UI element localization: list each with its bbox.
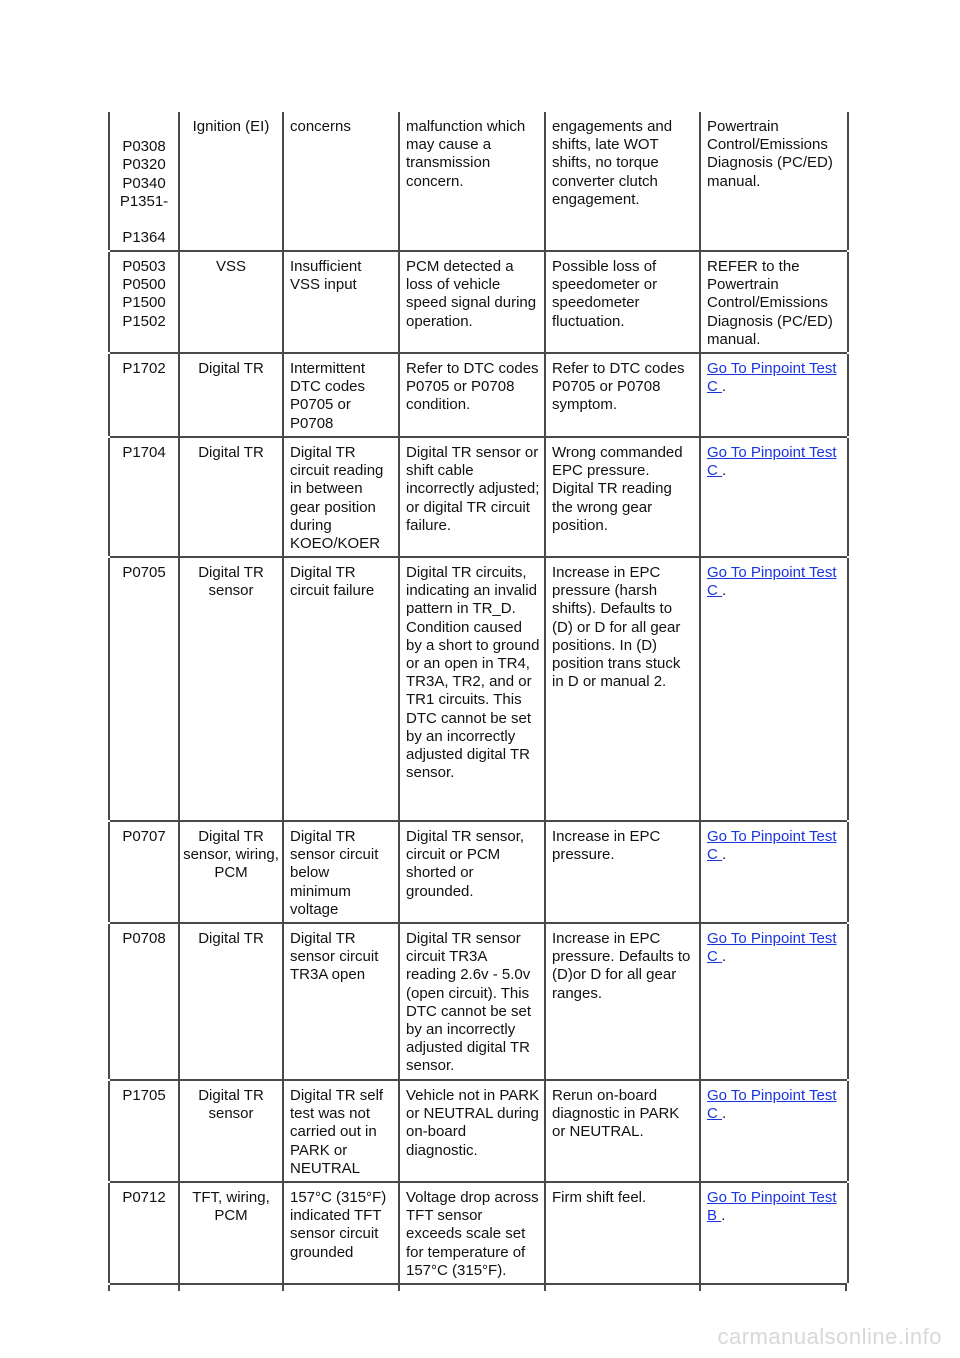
- condition-cell: Voltage drop across TFT sensor exceeds scale set for temperature of 157°C (315°F).: [398, 1183, 544, 1283]
- link-suffix: .: [722, 378, 727, 396]
- action-cell: [699, 822, 847, 922]
- dtc-code: P0708: [122, 930, 166, 947]
- condition-cell: Digital TR circuits, indicating an invalid pattern in TR_D. Condition caused by a short to ground or an open in TR4, TR3A, TR2, and or TR1 circuits. This DTC cannot be set by an incorrectly adjusted digital TR sensor.: [398, 558, 544, 820]
- dtc-code: P1705: [122, 1087, 166, 1104]
- action-cell: REFER to the Powertrain Control/Emissions Diagnosis (PC/ED) manual.: [699, 252, 847, 352]
- dtc-code: [112, 120, 176, 138]
- dtc-code: P1704: [122, 444, 166, 461]
- dtc-code: P1500: [122, 294, 166, 312]
- link-suffix: .: [722, 1105, 727, 1123]
- link-suffix: .: [722, 846, 727, 864]
- action-cell: [699, 1183, 847, 1283]
- component-cell: Digital TR sensor, wiring, PCM: [178, 822, 282, 922]
- dtc-code: P0340: [122, 174, 166, 192]
- dtc-code: P0712: [122, 1189, 166, 1206]
- symptom-cell: Refer to DTC codes P0705 or P0708 symptom.: [544, 354, 699, 436]
- action-cell: [699, 1081, 847, 1181]
- description-cell: Digital TR circuit reading in between gear position during KOEO/KOER: [282, 438, 398, 556]
- dtc-code: P1502: [122, 312, 166, 330]
- pinpoint-test-link[interactable]: Go To Pinpoint Test C: [707, 828, 837, 864]
- dtc-code-cell: [110, 924, 178, 1079]
- condition-cell: Vehicle not in PARK or NEUTRAL during on-board diagnostic.: [398, 1081, 544, 1181]
- table-row: [110, 436, 847, 556]
- component-cell: Digital TR sensor: [178, 558, 282, 820]
- pinpoint-test-link[interactable]: Go To Pinpoint Test C: [707, 1087, 837, 1123]
- link-suffix: .: [721, 1207, 726, 1225]
- symptom-cell: Increase in EPC pressure.: [544, 822, 699, 922]
- component-cell: Ignition (EI): [178, 112, 282, 250]
- link-suffix: .: [722, 582, 727, 600]
- description-cell: Insufficient VSS input: [282, 252, 398, 352]
- condition-cell: PCM detected a loss of vehicle speed signal during operation.: [398, 252, 544, 352]
- symptom-cell: engagements and shifts, late WOT shifts, no torque converter clutch engagement.: [544, 112, 699, 250]
- table-row: [110, 112, 847, 250]
- condition-cell: Refer to DTC codes P0705 or P0708 condition.: [398, 354, 544, 436]
- condition-cell: Digital TR sensor, circuit or PCM shorted or grounded.: [398, 822, 544, 922]
- dtc-code: P0503: [122, 258, 166, 275]
- dtc-code-cell: [110, 112, 178, 250]
- pinpoint-test-link[interactable]: Go To Pinpoint Test C: [707, 564, 837, 600]
- table-row: [110, 352, 847, 436]
- dtc-code-cell: [110, 822, 178, 922]
- dtc-code-cell: [110, 558, 178, 820]
- table-row: [110, 1181, 847, 1283]
- dtc-code-cell: [110, 354, 178, 436]
- action-cell: [699, 354, 847, 436]
- dtc-code: P1702: [122, 360, 166, 377]
- pinpoint-test-link[interactable]: Go To Pinpoint Test C: [707, 444, 837, 480]
- condition-cell: malfunction which may cause a transmission concern.: [398, 112, 544, 250]
- description-cell: 157°C (315°F) indicated TFT sensor circuit grounded: [282, 1183, 398, 1283]
- symptom-cell: Possible loss of speedometer or speedometer fluctuation.: [544, 252, 699, 352]
- table-row: [110, 820, 847, 922]
- dtc-table: [110, 112, 847, 1291]
- action-cell: [699, 924, 847, 1079]
- table-row: [110, 1079, 847, 1181]
- dtc-code: P0707: [122, 828, 166, 845]
- pinpoint-test-link[interactable]: Go To Pinpoint Test B: [707, 1189, 837, 1225]
- site-watermark: carmanualsonline.info: [717, 1324, 942, 1349]
- description-cell: Intermittent DTC codes P0705 or P0708: [282, 354, 398, 436]
- dtc-code: [112, 211, 176, 229]
- description-cell: Digital TR self test was not carried out in PARK or NEUTRAL: [282, 1081, 398, 1181]
- condition-cell: Digital TR sensor circuit TR3A reading 2.6v - 5.0v (open circuit). This DTC cannot be set by an incorrectly adjusted digital TR sensor.: [398, 924, 544, 1079]
- table-bottom-border: [110, 1283, 847, 1291]
- condition-cell: Digital TR sensor or shift cable incorrectly adjusted; or digital TR circuit failure.: [398, 438, 544, 556]
- component-cell: Digital TR: [178, 924, 282, 1079]
- component-cell: Digital TR: [178, 438, 282, 556]
- dtc-code: P0705: [122, 564, 166, 581]
- dtc-code: P0500: [122, 276, 166, 294]
- symptom-cell: Increase in EPC pressure (harsh shifts). Defaults to (D) or D for all gear positions. In (D) position trans stuck in D or manual 2.: [544, 558, 699, 820]
- link-suffix: .: [722, 948, 727, 966]
- dtc-code: P1351-: [119, 192, 169, 210]
- dtc-code: P0320: [122, 156, 166, 174]
- description-cell: Digital TR sensor circuit TR3A open: [282, 924, 398, 1079]
- symptom-cell: Rerun on-board diagnostic in PARK or NEUTRAL.: [544, 1081, 699, 1181]
- table-row: [110, 922, 847, 1079]
- dtc-code: P1364: [122, 229, 166, 247]
- pinpoint-test-link[interactable]: Go To Pinpoint Test C: [707, 930, 837, 966]
- description-cell: Digital TR circuit failure: [282, 558, 398, 820]
- dtc-code-cell: [110, 1183, 178, 1283]
- pinpoint-test-link[interactable]: Go To Pinpoint Test C: [707, 360, 837, 396]
- symptom-cell: Wrong commanded EPC pressure. Digital TR reading the wrong gear position.: [544, 438, 699, 556]
- component-cell: Digital TR sensor: [178, 1081, 282, 1181]
- table-row: [110, 556, 847, 820]
- description-cell: concerns: [282, 112, 398, 250]
- dtc-code-cell: [110, 438, 178, 556]
- dtc-code-cell: [110, 252, 178, 352]
- symptom-cell: Firm shift feel.: [544, 1183, 699, 1283]
- action-cell: [699, 558, 847, 820]
- action-cell: [699, 438, 847, 556]
- table-row: [110, 250, 847, 352]
- description-cell: Digital TR sensor circuit below minimum voltage: [282, 822, 398, 922]
- link-suffix: .: [722, 462, 727, 480]
- component-cell: Digital TR: [178, 354, 282, 436]
- action-cell: Powertrain Control/Emissions Diagnosis (PC/ED) manual.: [699, 112, 847, 250]
- dtc-code: P0308: [122, 138, 166, 156]
- dtc-code-cell: [110, 1081, 178, 1181]
- component-cell: VSS: [178, 252, 282, 352]
- component-cell: TFT, wiring, PCM: [178, 1183, 282, 1283]
- symptom-cell: Increase in EPC pressure. Defaults to (D)or D for all gear ranges.: [544, 924, 699, 1079]
